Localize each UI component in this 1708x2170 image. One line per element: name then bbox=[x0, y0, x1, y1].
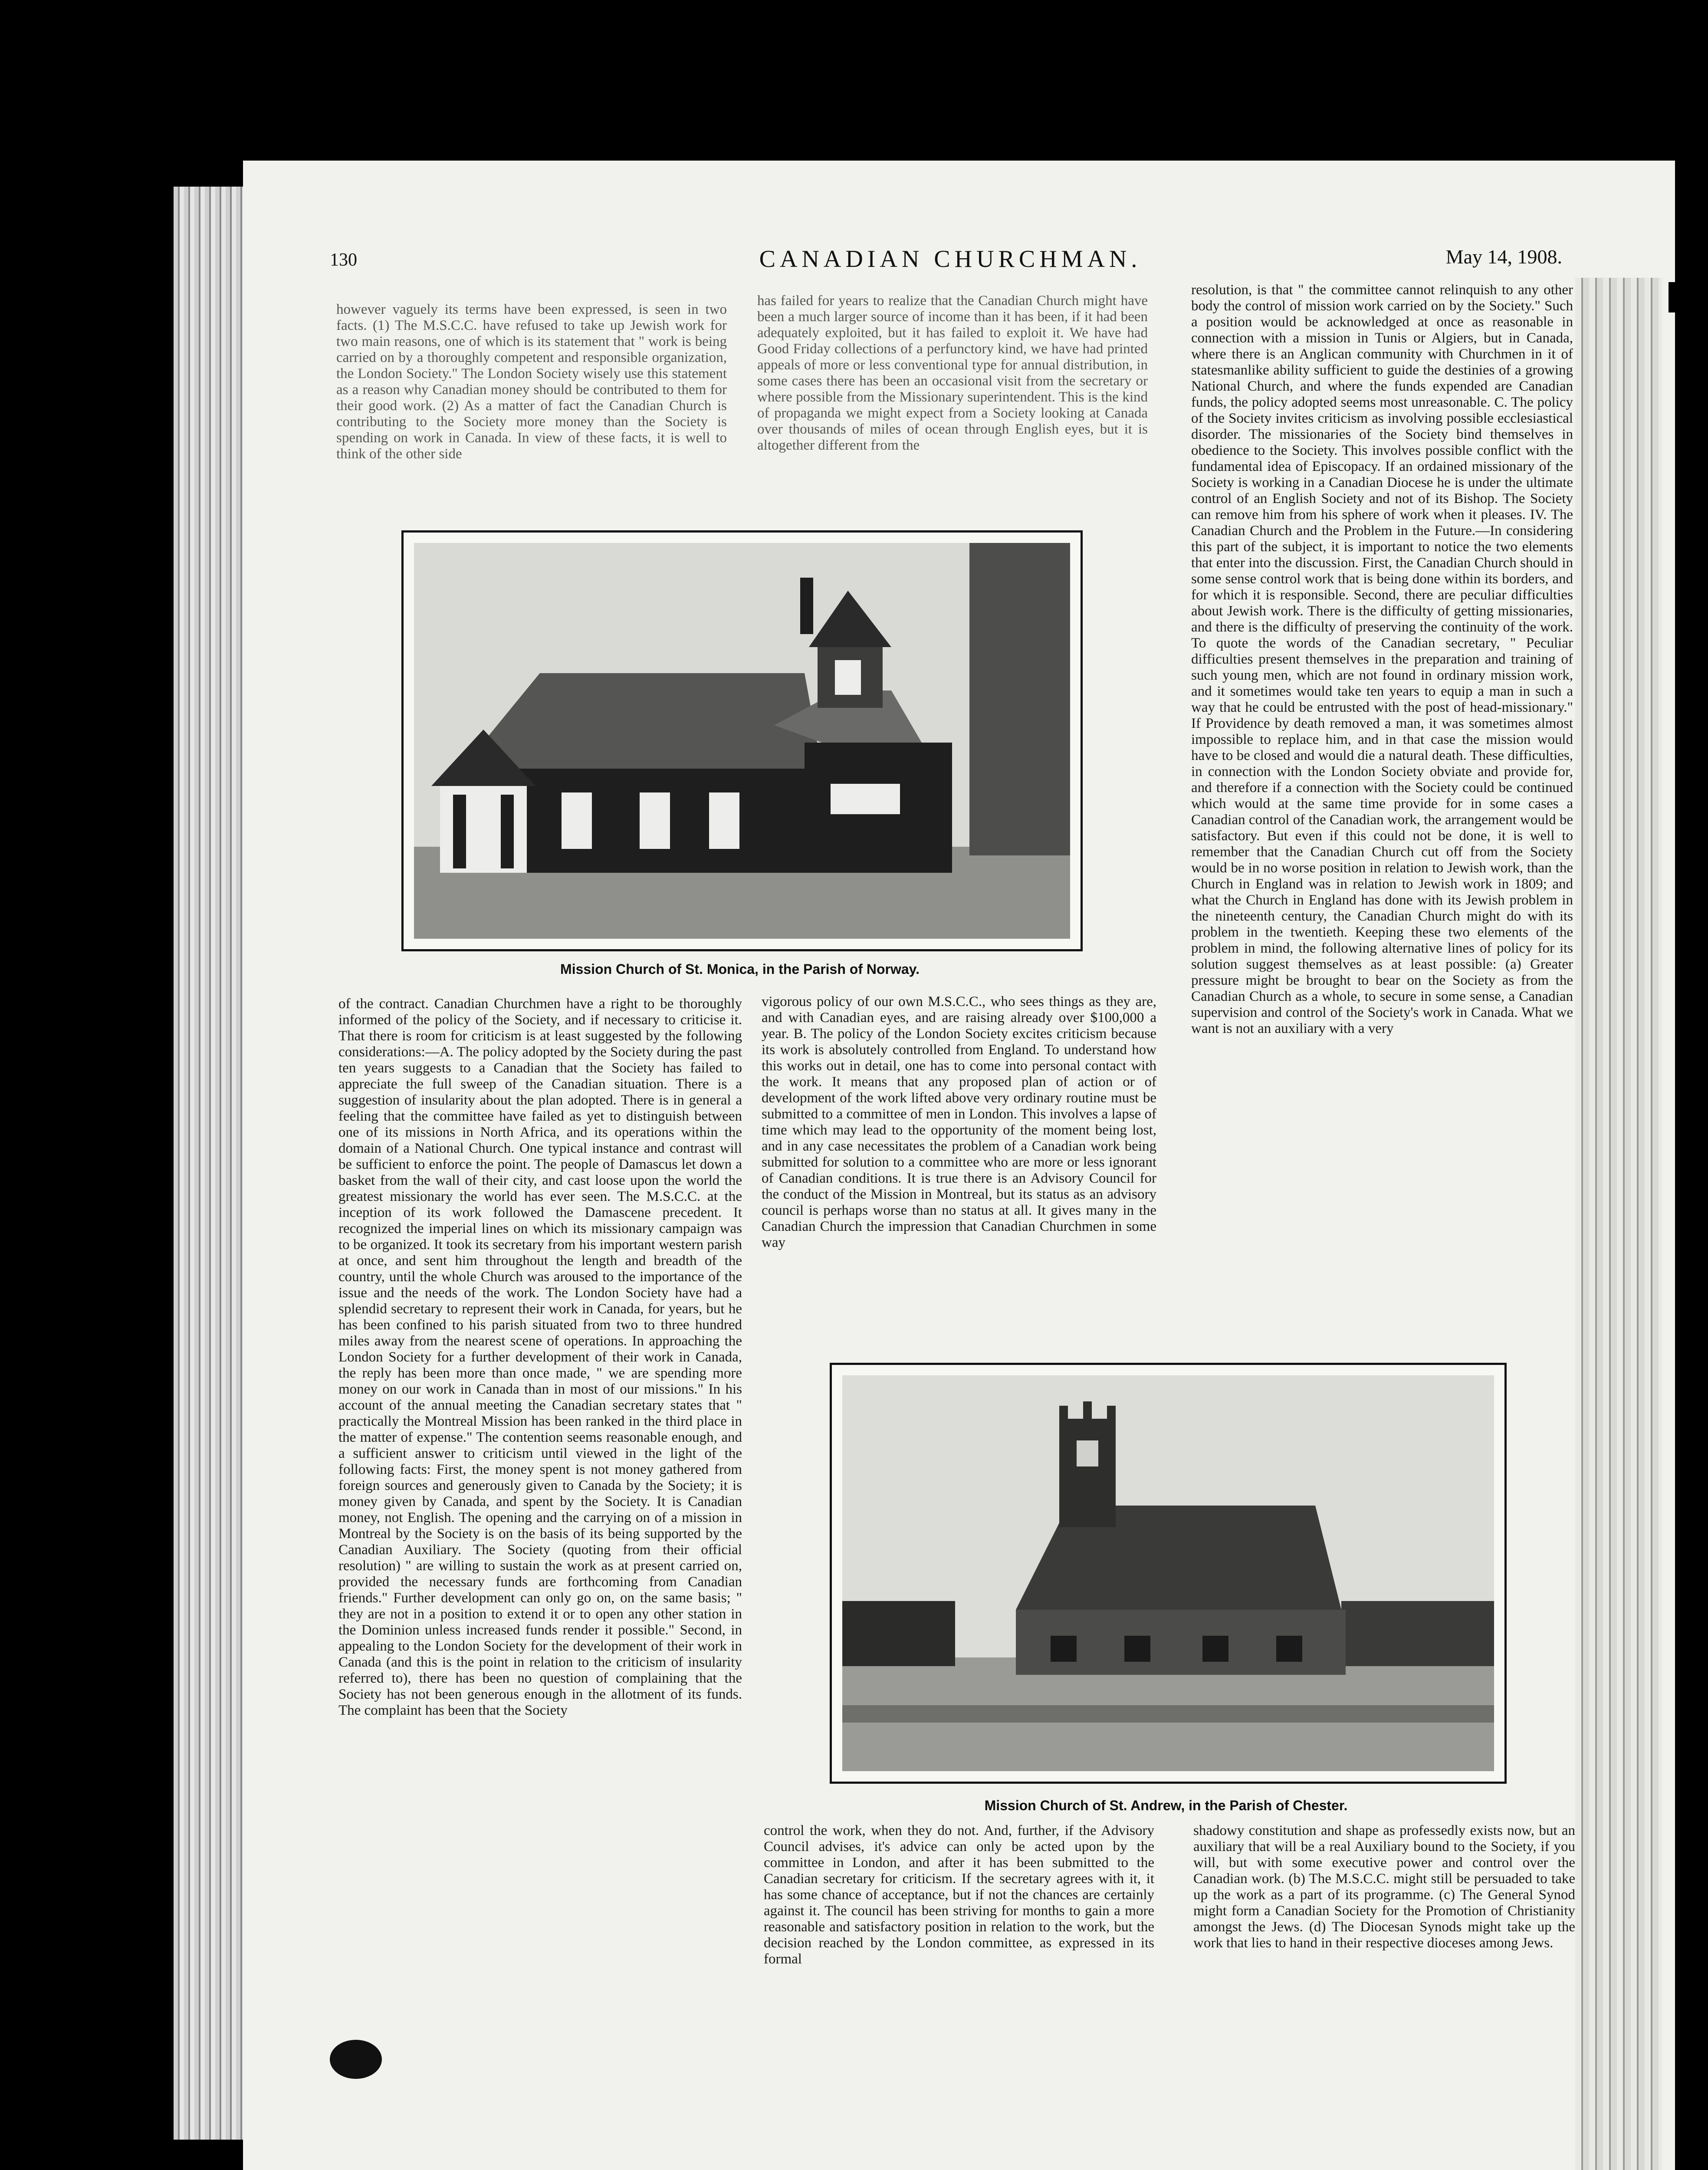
article-text: however vaguely its terms have been expressed, is seen in two facts. (1) The M.S.C.C. have refused to take up Jewish work for two main reasons, one of which is its statement that " work is being carried on by a thoroughly competent and responsible organization, the London Society." The London Society wisely use this statement as a reason why Canadian money should be contributed to them for their good work. (2) As a matter of fact the Canadian Church is contributing to the Society more money than the Society is spending on work in Canada. In view of these facts, it is well to think of the other side bbox=[336, 302, 727, 462]
column-bottom-middle bbox=[764, 1823, 1154, 2022]
article-text: has failed for years to realize that the Canadian Church might have been a much larger source of income than it has been, if it had been adequately exploited, but it has failed to exploit it. We have had Good Friday collections of a perfunctory kind, we have had printed appeals of more or less conventional type for annual distribution, in some cases there has been an occasional visit from the secretary or where possible from the Missionary superintendent. This is the kind of propaganda we might expect from a Society looking at Canada over thousands of miles of ocean through English eyes, but it is altogether different from the bbox=[757, 293, 1148, 453]
article-text: vigorous policy of our own M.S.C.C., who sees things as they are, and with Canadian eyes, and are raising already over $100,000 a year. B. The policy of the London Society excites criticism because its work is absolutely controlled from England. To understand how this works out in detail, one has to come into personal contact with the work. It means that any proposed plan of action or of development of the work lifted above very ordinary routine must be submitted to a committee of men in London. This involves a lapse of time which may lead to the opportunity of the moment being lost, and in any case necessitates the problem of a Canadian work being submitted for solution to a committee who are more or less ignorant of Canadian conditions. It is true there is an Advisory Council for the conduct of the Mission in Montreal, but its status as an advisory council is perhaps worse than no status at all. It gives many in the Canadian Church the impression that Canadian Churchmen in some way bbox=[762, 994, 1156, 1250]
column-mid-left bbox=[338, 996, 742, 2031]
article-text: of the contract. Canadian Churchmen have a right to be thoroughly informed of the policy of the Society, and if necessary to criticise it. That there is room for criticism is at least suggested by the following considerations:—A. The policy adopted by the Society during the past ten years suggests to a Canadian that the Society has failed to appreciate the full sweep of the Canadian situation. There is a suggestion of insularity about the plan adopted. There is in general a feeling that the committee have failed as yet to distinguish between one of its missions in North Africa, and its operations within the domain of a National Church. One typical instance and contrast will be sufficient to enforce the point. The people of Damascus let down a basket from the wall of their city, and cast loose upon the world the greatest missionary the world has ever seen. The M.S.C.C. at the inception of its work followed the Damascene precedent. It recognized the imperial lines on which its missionary campaign was to be organized. It took its secretary from his important western parish at once, and sent him throughout the length and breadth of the country, until the whole Church was aroused to the importance of the issue and the needs of the work. The London Society have had a splendid secretary to represent their work in Canada, for years, but he has been confined to his parish situated from two to three hundred miles away from the nearest scene of operations. In approaching the London Society for a further development of their work in Canada, the reply has been more than once made, " we are spending more money on our work in Canada than in most of our missions." In his account of the annual meeting the Canadian secretary states that " practically the Montreal Mission has been ranked in the third place in the matter of expense." The contention seems reasonable enough, and a sufficient answer to criticism until viewed in the light of the following facts: First, the money spent is not money gathered from foreign sources and generously given to Canada by the Society; it is money given by Canada, and spent by the Society. It is Canadian money, not English. The opening and the carrying on of a mission in Montreal by the Society is on the basis of its being supported by the Canadian Auxiliary. The Society (quoting from their official resolution) " are willing to sustain the work as at present carried on, provided the necessary funds are forthcoming from Canadian friends." Further development can only go on, on the same basis; " they are not in a position to extend it or to open any other station in the Dominion unless increased funds render it possible." Second, in appealing to the London Society for the development of their work in Canada (and this is the point in relation to the criticism of insularity referred to), there has been no question of complaining that the Society has not been generous enough in the allotment of its funds. The complaint has been that the Society bbox=[338, 996, 742, 1718]
page-number: 130 bbox=[330, 250, 357, 270]
issue-date: May 14, 1908. bbox=[1445, 246, 1562, 268]
photo-st-andrew bbox=[830, 1363, 1507, 1784]
article-text: shadowy constitution and shape as professedly exists now, but an auxiliary that will be a real Auxiliary bound to the Society, if you will, but with some executive power and control over the Canadian work. (b) The M.S.C.C. might still be persuaded to take up the work as a part of its programme. (c) The General Synod might form a Canadian Society for the Promotion of Christianity amongst the Jews. (d) The Diocesan Synods might take up the work that lies to hand in their respective dioceses among Jews. bbox=[1193, 1823, 1575, 1951]
column-top-left bbox=[336, 302, 727, 519]
bookmark-tab bbox=[1669, 282, 1682, 312]
column-right bbox=[1191, 282, 1573, 1339]
column-mid-middle bbox=[762, 994, 1156, 1339]
right-page-edges bbox=[1575, 278, 1662, 2170]
thumb-smudge bbox=[330, 2040, 382, 2079]
article-text: control the work, when they do not. And, further, if the Advisory Council advises, it's advice can only be acted upon by the committee in London, and after it has been submitted to the Canadian secretary for criticism. If the secretary agrees with it, it has some chance of acceptance, but if not the chances are certainly against it. The council has been striving for months to gain a more reasonable and satisfactory position in relation to the work, but the decision reached by the London committee, as expressed in its formal bbox=[764, 1823, 1154, 1967]
figure-caption: Mission Church of St. Andrew, in the Parish of Chester. bbox=[984, 1798, 1348, 1813]
church-with-belfry-photo bbox=[414, 543, 1070, 939]
church-with-tower-photo bbox=[842, 1375, 1494, 1771]
page-header bbox=[330, 245, 1562, 280]
figure-caption: Mission Church of St. Monica, in the Parish of Norway. bbox=[560, 961, 920, 977]
article-text: resolution, is that " the committee cannot relinquish to any other body the control of mission work carried on by the Society." Such a position would be acknowledged at once as reasonable in connection with a mission in Tunis or Algiers, but in Canada, where there is an Anglican community with Churchmen in it of statesmanlike ability sufficient to guide the destinies of a growing National Church, and where the funds expended are Canadian funds, the policy adopted seems most unreasonable. C. The policy of the Society invites criticism as involving possible ecclesiastical disorder. The missionaries of the Society bind themselves in obedience to the Society. This involves possible conflict with the fundamental idea of Episcopacy. If an ordained missionary of the Society is working in a Canadian Diocese he is under the ultimate control of an English Society and not of its Bishop. The Society can remove him from his sphere of work when it pleases. IV. The Canadian Church and the Problem in the Future.—In considering this part of the subject, it is important to notice the two elements that enter into the discussion. First, the Canadian Church should in some sense control work that is being done within its borders, and for which it is responsible. Second, there are peculiar difficulties about Jewish work. There is the difficulty of getting missionaries, and there is the difficulty of preserving the continuity of the work. To quote the words of the Canadian secretary, " Peculiar difficulties present themselves in the preparation and training of such young men, which are not found in ordinary mission work, and it sometimes would take ten years to equip a man in such a way that he could be entrusted with the post of head-missionary." If Providence by death removed a man, it was sometimes almost impossible to replace him, and in that case the mission would have to be closed and would die a natural death. These difficulties, in connection with the London Society obviate and provide for, and therefore if a connection with the Society could be continued which would at the same time provide for in some cases a Canadian control of the Canadian work, the arrangement would be satisfactory. But even if this could not be done, it is well to remember that the Canadian Church cut off from the Society would be in no worse position in relation to Jewish work, than the Church in England was in relation to Jewish work in 1809; and what the Church in England has done with its Jewish problem in the nineteenth century, the Canadian Church might do with its problem in the twentieth. Keeping these two elements of the problem in mind, the following alternative lines of policy for its solution suggest themselves as at least possible: (a) Greater pressure might be brought to bear on the Society as from the Canadian Church as a whole, to secure in some sense, a Canadian supervision and control of the Society's work in Canada. What we want is not an auxiliary with a very bbox=[1191, 282, 1573, 1036]
column-top-middle bbox=[757, 293, 1148, 519]
masthead-title: CANADIAN CHURCHMAN. bbox=[759, 246, 1142, 273]
photo-st-monica bbox=[401, 530, 1083, 951]
column-bottom-right bbox=[1193, 1823, 1575, 2022]
